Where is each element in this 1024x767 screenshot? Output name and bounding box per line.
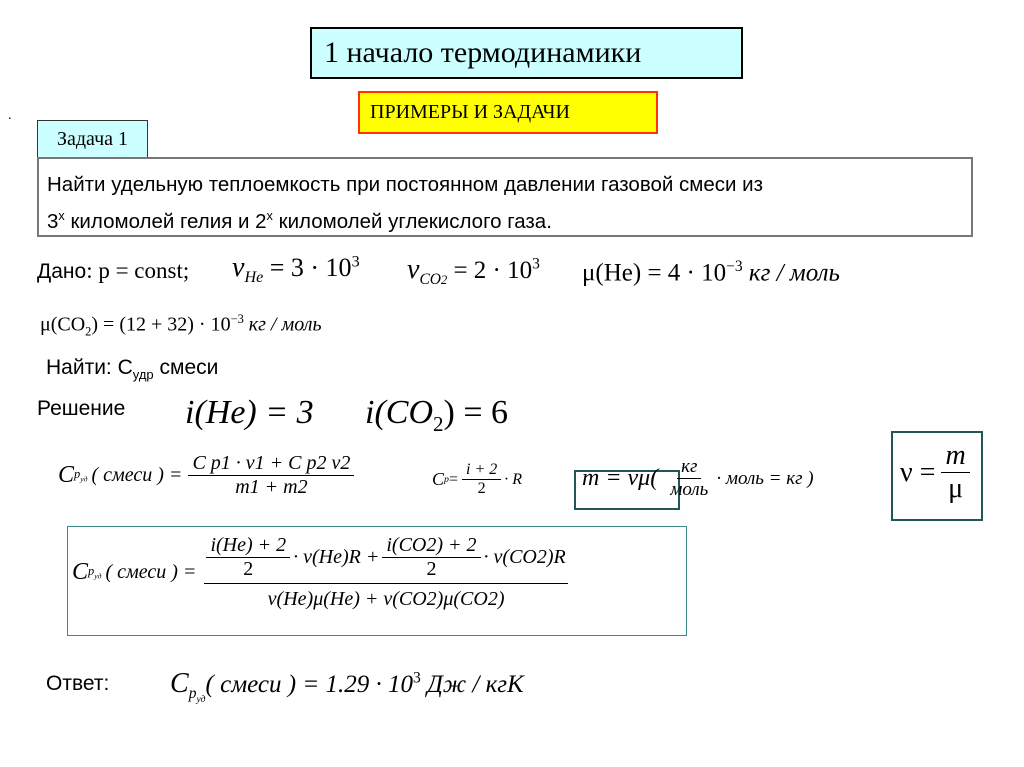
cp-formula: C p = $\frac{i + 2}{2}$ · R bbox=[432, 461, 523, 497]
solution-label: Решение bbox=[37, 397, 126, 420]
mu-he-formula: $\mu(He) = 4 \cdot 10^{-3}$ кг / моль bbox=[582, 258, 840, 287]
problem-line-2: $3^х$ киломолей гелия и $2^х$ киломолей углекислого газа. bbox=[47, 208, 552, 233]
amount-formula: ν = $\frac{m}{\mu}$ bbox=[900, 440, 970, 505]
given-label: Дано bbox=[37, 260, 87, 283]
i-co2-formula: $i(CO_2) = 6$ bbox=[365, 394, 509, 436]
i-he-formula: i(He) = 3 bbox=[185, 394, 314, 431]
nu-he-formula: $\nu_{He} = 3 \cdot 10^3$ bbox=[232, 252, 360, 287]
mass-formula: m = νμ( $\frac{кг}{\text{моль}}$ · моль = кг ) bbox=[582, 456, 814, 500]
heat-capacity-formula: C $p_{уд}$ ( смеси ) = $\frac{\text{C p1 · ν1 + C p2 ν2}}{m1 + m2}$ bbox=[58, 452, 354, 499]
answer-label: Ответ: bbox=[46, 672, 110, 695]
mixture-heat-capacity-formula: C $p_{уд}$ ( смеси ) = $\frac{i(He) + 2}{2}$ · ν(He)R + $\frac{i(CO2) + 2}{2}$ · ν(CO2)R ν(He)μ(He) + ν(CO2)μ(CO2) bbox=[72, 534, 566, 610]
problem-line-1: Найти удельную теплоемкость при постоянном давлении газовой смеси из bbox=[47, 173, 764, 196]
section-badge: ПРИМЕРЫ И ЗАДАЧИ bbox=[358, 91, 658, 134]
answer-formula: $C_{p_{уд}}$( смеси ) = $1.29 \cdot 10^3$ Дж / кгК bbox=[170, 668, 524, 706]
given-row: Дано: p = const; bbox=[37, 258, 190, 283]
bullet-dot: . bbox=[8, 108, 12, 123]
mu-co2-formula: $\mu(CO_2) = (12 + 32) \cdot 10^{-3}$ кг / моль bbox=[40, 312, 322, 339]
find-row: Найти: $С_{удр}$ смеси bbox=[46, 356, 219, 383]
nu-co2-formula: $\nu_{CO2} = 2 \cdot 10^3$ bbox=[407, 254, 540, 288]
page-title: 1 начало термодинамики bbox=[310, 27, 743, 79]
task-label: Задача 1 bbox=[37, 120, 148, 158]
problem-statement bbox=[37, 157, 973, 237]
